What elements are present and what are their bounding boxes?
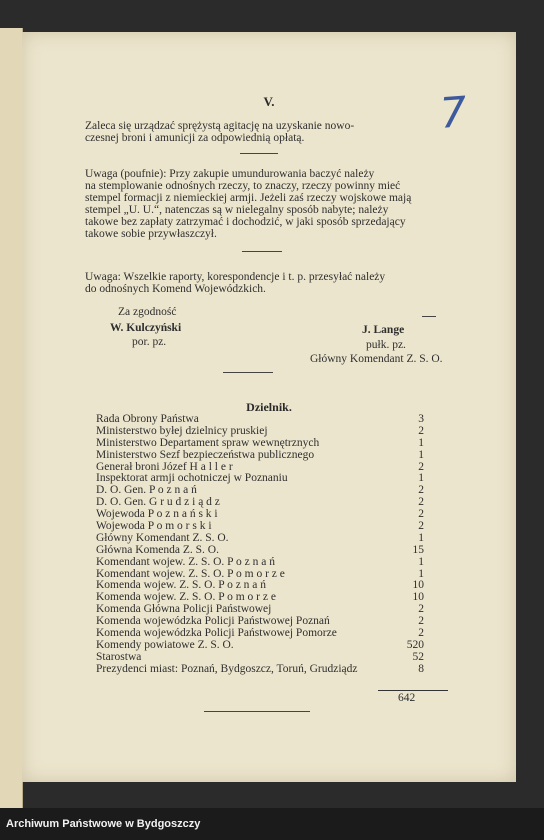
list-item: Komenda wojew. Z. S. O. P o m o r z e 10 [96, 591, 424, 604]
paragraph-uwaga: Uwaga: Wszelkie raporty, korespondencje i t. p. przesyłać należy do odnośnych Komend Wojewódzkich. [85, 271, 386, 295]
list-item: Komenda wojewódzka Policji Państwowej Pomorze 2 [96, 627, 424, 640]
list-item: Komendy powiatowe Z. S. O. 520 [96, 638, 424, 651]
page-edge-strip [0, 28, 23, 810]
list-item: D. O. Gen. P o z n a ń 2 [96, 484, 424, 497]
right-signatory-name: J. Lange [362, 324, 405, 336]
separator [223, 372, 273, 373]
dash-mark [422, 316, 436, 317]
right-signatory-title: Główny Komendant Z. S. O. [310, 353, 443, 365]
distribution-title: Dzielnik. [246, 400, 292, 414]
list-item: Ministerstwo byłej dzielnicy pruskiej 2 [96, 424, 424, 437]
list-item: Generał broni Józef H a l l e r 2 [96, 460, 424, 473]
document-page [22, 32, 516, 782]
archive-footer: Archiwum Państwowe w Bydgoszczy [0, 808, 544, 840]
list-item: Prezydenci miast: Poznań, Bydgoszcz, Toruń, Grudziądz 8 [96, 662, 424, 675]
list-item: Rada Obrony Państwa 3 [96, 413, 424, 425]
left-signatory-rank: por. pz. [132, 336, 167, 348]
list-item: Wojewoda P o z n a ń s k i 2 [96, 508, 424, 521]
list-item: Ministerstwo Departament spraw wewnętrznych 1 [96, 436, 424, 449]
paragraph-agitation: Zaleca się urządzać sprężystą agitację na uzyskanie nowo- czesnej broni i amunicji za odpowiednią opłatą. [85, 120, 355, 144]
left-signatory-name: W. Kulczyński [110, 322, 182, 334]
list-item: Komendant wojew. Z. S. O. P o z n a ń 1 [96, 555, 424, 568]
distribution-list [96, 414, 424, 676]
list-item: Ministerstwo Sezf bezpieczeństwa publicznego 1 [96, 448, 424, 461]
list-item: Komenda wojew. Z. S. O. P o z n a ń 10 [96, 579, 424, 592]
za-zgodnosc-label: Za zgodność [118, 306, 177, 318]
list-item: Starostwa 52 [96, 650, 424, 663]
section-mark: V. [263, 94, 275, 109]
handwritten-page-number: 7 [438, 87, 469, 138]
list-item: Komenda wojewódzka Policji Państwowej Poznań 2 [96, 615, 424, 628]
list-item: Główny Komendant Z. S. O. 1 [96, 531, 424, 544]
paragraph-uwaga-poufnie: Uwaga (poufnie): Przy zakupie umundurowania baczyć należy na stemplowanie odnośnych rzeczy, to znaczy, rzeczy powinny mieć stempel formacji z niemieckiej armji. Jeżeli zaś rzeczy wojskowe mają stempel „U. U.“, natenczas są w nielegalny sposób nabyte; należy takowe bez zapłaty zatrzymać i dochodzić, w jaki sposób sprzedający takowe sobie przywłaszczył. [85, 168, 412, 240]
distribution-total: 642 [398, 692, 416, 704]
list-item: Komendant wojew. Z. S. O. P o m o r z e 1 [96, 567, 424, 580]
sum-line [378, 690, 448, 691]
right-signatory-rank: pułk. pz. [366, 339, 406, 351]
list-item: Główna Komenda Z. S. O. 15 [96, 543, 424, 556]
list-item: Komenda Główna Policji Państwowej 2 [96, 603, 424, 616]
separator [242, 251, 282, 252]
separator [204, 711, 310, 712]
list-item: D. O. Gen. G r u d z i ą d z 2 [96, 496, 424, 509]
list-item: Inspektorat armji ochotniczej w Poznaniu 1 [96, 472, 424, 485]
list-item: Wojewoda P o m o r s k i 2 [96, 520, 424, 533]
separator [240, 153, 278, 154]
